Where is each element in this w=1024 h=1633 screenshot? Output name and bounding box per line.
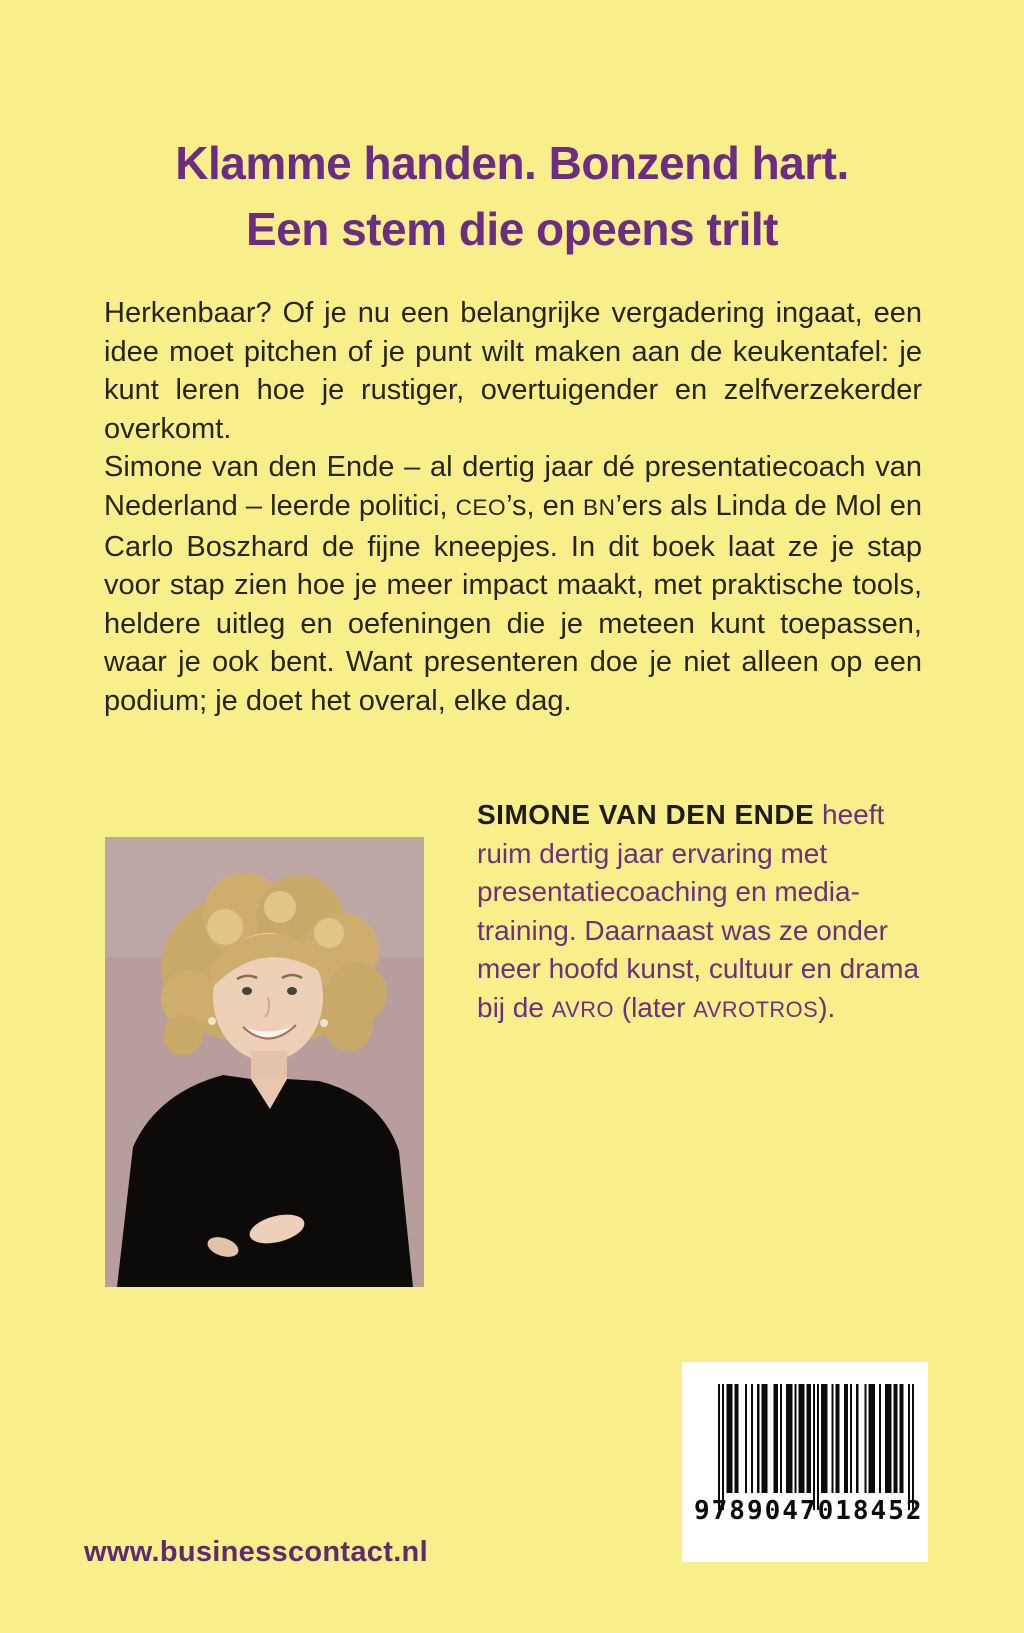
author-photo (105, 837, 424, 1287)
blurb-paragraph-1: Herkenbaar? Of je nu een belangrijke vergadering ingaat, een idee moet pitchen of je punt wilt maken aan de keukentafel: je kunt leren hoe je rustiger, overtuigender en zelfverzekerder overkomt. (104, 297, 922, 445)
blurb-text: ’s, en (506, 489, 584, 522)
tagline-line2: Een stem die opeens trilt (246, 203, 778, 255)
isbn-number (694, 1496, 924, 1526)
author-portrait-illustration (105, 837, 424, 1287)
bio-text: (later (613, 991, 694, 1023)
bio-smallcaps-avrotros: AVROTROS (693, 996, 819, 1022)
tagline-line1: Klamme handen. Bonzend hart. (175, 137, 849, 189)
publisher-url: www.businesscontact.nl (84, 1536, 428, 1568)
blurb-smallcaps-ceo: CEO (455, 494, 507, 520)
author-bio (477, 796, 942, 1030)
bio-text: ). (818, 991, 836, 1023)
isbn-digit-group-2: 789047 (711, 1496, 818, 1526)
author-name: SIMONE VAN DEN ENDE (477, 799, 815, 830)
blurb-text: ’ers als Linda de Mol en Carlo Boszhard de fijne kneepjes. In dit boek laat ze je stap voor stap zien hoe je meer impact maakt, met praktische tools, heldere uitleg en oefeningen die je meteen kunt toepassen, waar je ook bent. Want presenteren doe je niet alleen op een podium; je doet het overal, elke dag. (104, 489, 922, 717)
tagline (0, 130, 1024, 262)
blurb (104, 294, 922, 721)
bio-smallcaps-avro: AVRO (551, 996, 614, 1022)
isbn-digit-group-1: 9 (694, 1496, 712, 1526)
blurb-smallcaps-bn: BN (583, 494, 616, 520)
isbn-digit-group-3: 018452 (817, 1496, 924, 1526)
blurb-paragraph-2 (104, 448, 922, 720)
barcode-bars (718, 1384, 914, 1510)
blurb-text: Simone van den Ende – al dertig jaar dé presentatiecoach van Nederland – leerde politici, (104, 451, 922, 522)
barcode (682, 1362, 928, 1562)
bio-text: heeft ruim dertig jaar ervaring met presentatiecoaching en media-training. Daarnaast was ze onder meer hoofd kunst, cultuur en drama bij de (477, 799, 920, 1023)
